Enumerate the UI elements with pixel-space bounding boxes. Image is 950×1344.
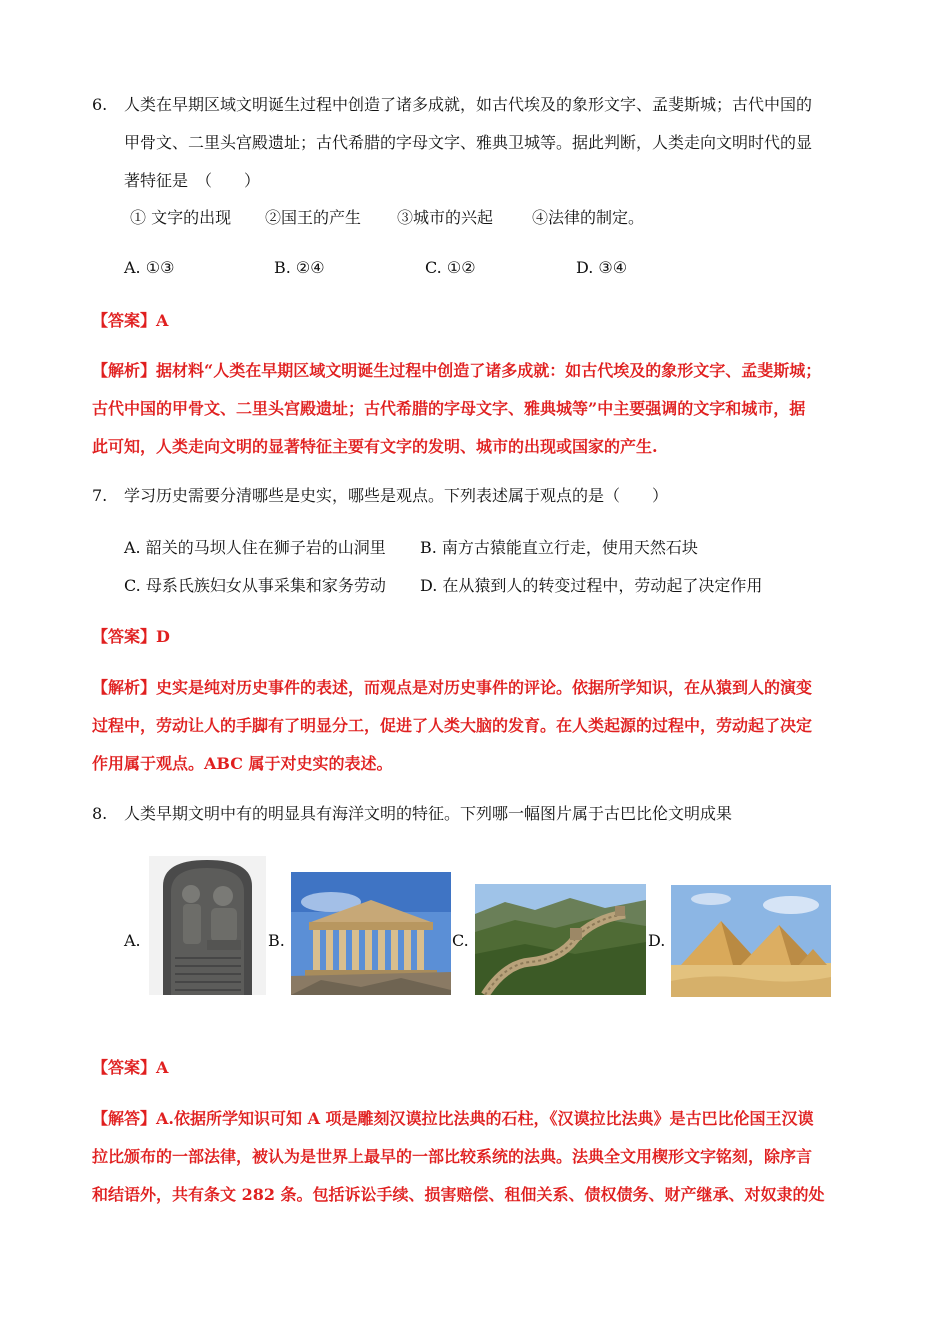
q6-option-a: A. ①③ — [124, 258, 175, 277]
q6-item-1: ① 文字的出现 — [130, 208, 232, 227]
q6-analysis-line-1 — [92, 361, 821, 381]
q8-analysis-line-3: 和结语外，共有条文 282 条。包括诉讼手续、损害赔偿、租佃关系、债权债务、财产继承、对奴隶的处 — [92, 1185, 825, 1204]
q6-option-d: D. ③④ — [576, 258, 628, 277]
q6-stem-line-1: 人类在早期区域文明诞生过程中创造了诸多成就，如古代埃及的象形文字、孟斐斯城；古代中国的 — [124, 95, 813, 114]
q7-option-c: C. 母系氏族妇女从事采集和家务劳动 — [124, 576, 386, 595]
q6-item-2: ②国王的产生 — [265, 208, 362, 227]
q8-number: 8. — [92, 804, 108, 823]
q8-option-a-label: A. — [124, 931, 141, 950]
q7-answer-value: D — [156, 627, 170, 646]
q6-answer-value: A — [156, 311, 169, 330]
q7-option-d: D. 在从猿到人的转变过程中，劳动起了决定作用 — [420, 576, 763, 595]
q6-analysis-tag: 【解析】 — [92, 361, 157, 380]
q8-answer — [92, 1058, 168, 1078]
q7-option-b: B. 南方古猿能直立行走，使用天然石块 — [420, 538, 698, 557]
q8-option-c-label: C. — [452, 931, 469, 950]
q8-option-b-label: B. — [268, 931, 285, 950]
q8-analysis-tag: 【解答】 — [92, 1109, 157, 1128]
q8-analysis-line-2: 拉比颁布的一部法律，被认为是世界上最早的一部比较系统的法典。法典全文用楔形文字铭刻，除序言 — [92, 1147, 813, 1166]
q6-answer — [92, 311, 168, 331]
q7-analysis-line-3: 作用属于观点。ABC 属于对史实的表述。 — [92, 754, 393, 773]
q6-stem-line-2: 甲骨文、二里头宫殿遗址；古代希腊的字母文字、雅典卫城等。据此判断，人类走向文明时代的显 — [124, 133, 813, 152]
q8-stem: 人类早期文明中有的明显具有海洋文明的特征。下列哪一幅图片属于古巴比伦文明成果 — [124, 804, 733, 823]
q7-stem: 学习历史需要分清哪些是史实，哪些是观点。下列表述属于观点的是（ ） — [124, 486, 669, 505]
q7-answer — [92, 627, 170, 647]
q8-answer-value: A — [156, 1058, 169, 1077]
q6-answer-tag: 【答案】 — [92, 311, 157, 330]
q8-analysis-line-1 — [92, 1109, 814, 1129]
q7-analysis-text-1: 史实是纯对历史事件的表述，而观点是对历史事件的评论。依据所学知识，在从猿到人的演变 — [156, 678, 813, 697]
q7-number: 7. — [92, 486, 108, 505]
q6-analysis-line-3: 此可知，人类走向文明的显著特征主要有文字的发明、城市的出现或国家的产生. — [92, 437, 658, 456]
q6-number: 6. — [92, 95, 108, 114]
q7-analysis-tag: 【解析】 — [92, 678, 157, 697]
parthenon-image — [291, 872, 451, 995]
q6-item-4: ④法律的制定。 — [532, 208, 645, 227]
q6-item-3: ③城市的兴起 — [397, 208, 494, 227]
q6-analysis-line-2: 古代中国的甲骨文、二里头宫殿遗址；古代希腊的字母文字、雅典城等”中主要强调的文字和城市，据 — [92, 399, 806, 418]
q7-analysis-line-2: 过程中，劳动让人的手脚有了明显分工，促进了人类大脑的发育。在人类起源的过程中，劳动起了决定 — [92, 716, 813, 735]
q8-answer-tag: 【答案】 — [92, 1058, 157, 1077]
q7-answer-tag: 【答案】 — [92, 627, 157, 646]
q7-analysis-line-1 — [92, 678, 812, 698]
q6-stem-line-3: 著特征是 （ ） — [124, 171, 261, 190]
q7-option-a: A. 韶关的马坝人住在狮子岩的山洞里 — [124, 538, 386, 557]
pyramids-image — [671, 885, 831, 997]
q6-option-c: C. ①② — [425, 258, 476, 277]
q6-option-b: B. ②④ — [274, 258, 325, 277]
great-wall-image — [475, 884, 646, 995]
q8-option-d-label: D. — [648, 931, 666, 950]
stone-stele-image — [149, 856, 266, 995]
q8-analysis-text-1: A.依据所学知识可知 A 项是雕刻汉谟拉比法典的石柱，《汉谟拉比法典》是古巴比伦国王汉谟 — [156, 1109, 814, 1128]
q6-analysis-text-1: 据材料“人类在早期区域文明诞生过程中创造了诸多成就：如古代埃及的象形文字、孟斐斯城； — [156, 361, 822, 380]
